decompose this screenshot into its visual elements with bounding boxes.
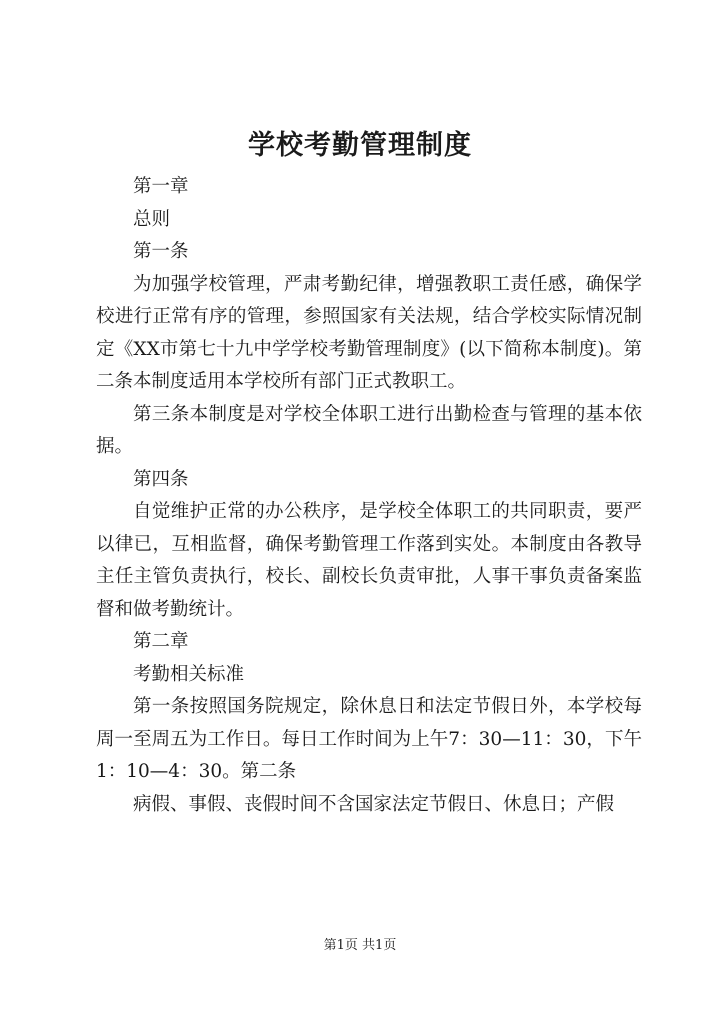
section-heading: 总则: [133, 208, 171, 230]
body-paragraph: 第一条按照国务院规定，除休息日和法定节假日外，本学校每周一至周五为工作日。每日工作时间为上午7：30—11：30，下午1：10—4：30。第二条: [96, 696, 642, 782]
body-paragraph: 第三条本制度是对学校全体职工进行出勤检查与管理的基本依据。: [96, 403, 642, 457]
section-heading: 考勤相关标准: [133, 663, 245, 685]
document-title: 学校考勤管理制度: [248, 130, 472, 161]
chapter-heading: 第二章: [133, 631, 189, 652]
page-footer: 第1页 共1页: [323, 938, 397, 953]
article-heading: 第一条: [133, 241, 189, 262]
article-heading: 第四条: [133, 468, 189, 490]
chapter-heading: 第一章: [133, 176, 189, 197]
body-paragraph: 为加强学校管理，严肃考勤纪律，增强教职工责任感，确保学校进行正常有序的管理，参照国家有关法规，结合学校实际情况制定《XX市第七十九中学学校考勤管理制度》(以下简称本制度)。第二条本制度适用本学校所有部门正式教职工。: [96, 273, 642, 392]
document-body: [96, 171, 642, 821]
body-paragraph: 自觉维护正常的办公秩序，是学校全体职工的共同职责，要严以律已，互相监督，确保考勤管理工作落到实处。本制度由各教导主任主管负责执行，校长、副校长负责审批，人事干事负责备案监督和做考勤统计。: [96, 501, 642, 620]
body-paragraph: 病假、事假、丧假时间不含国家法定节假日、休息日；产假: [133, 793, 615, 815]
